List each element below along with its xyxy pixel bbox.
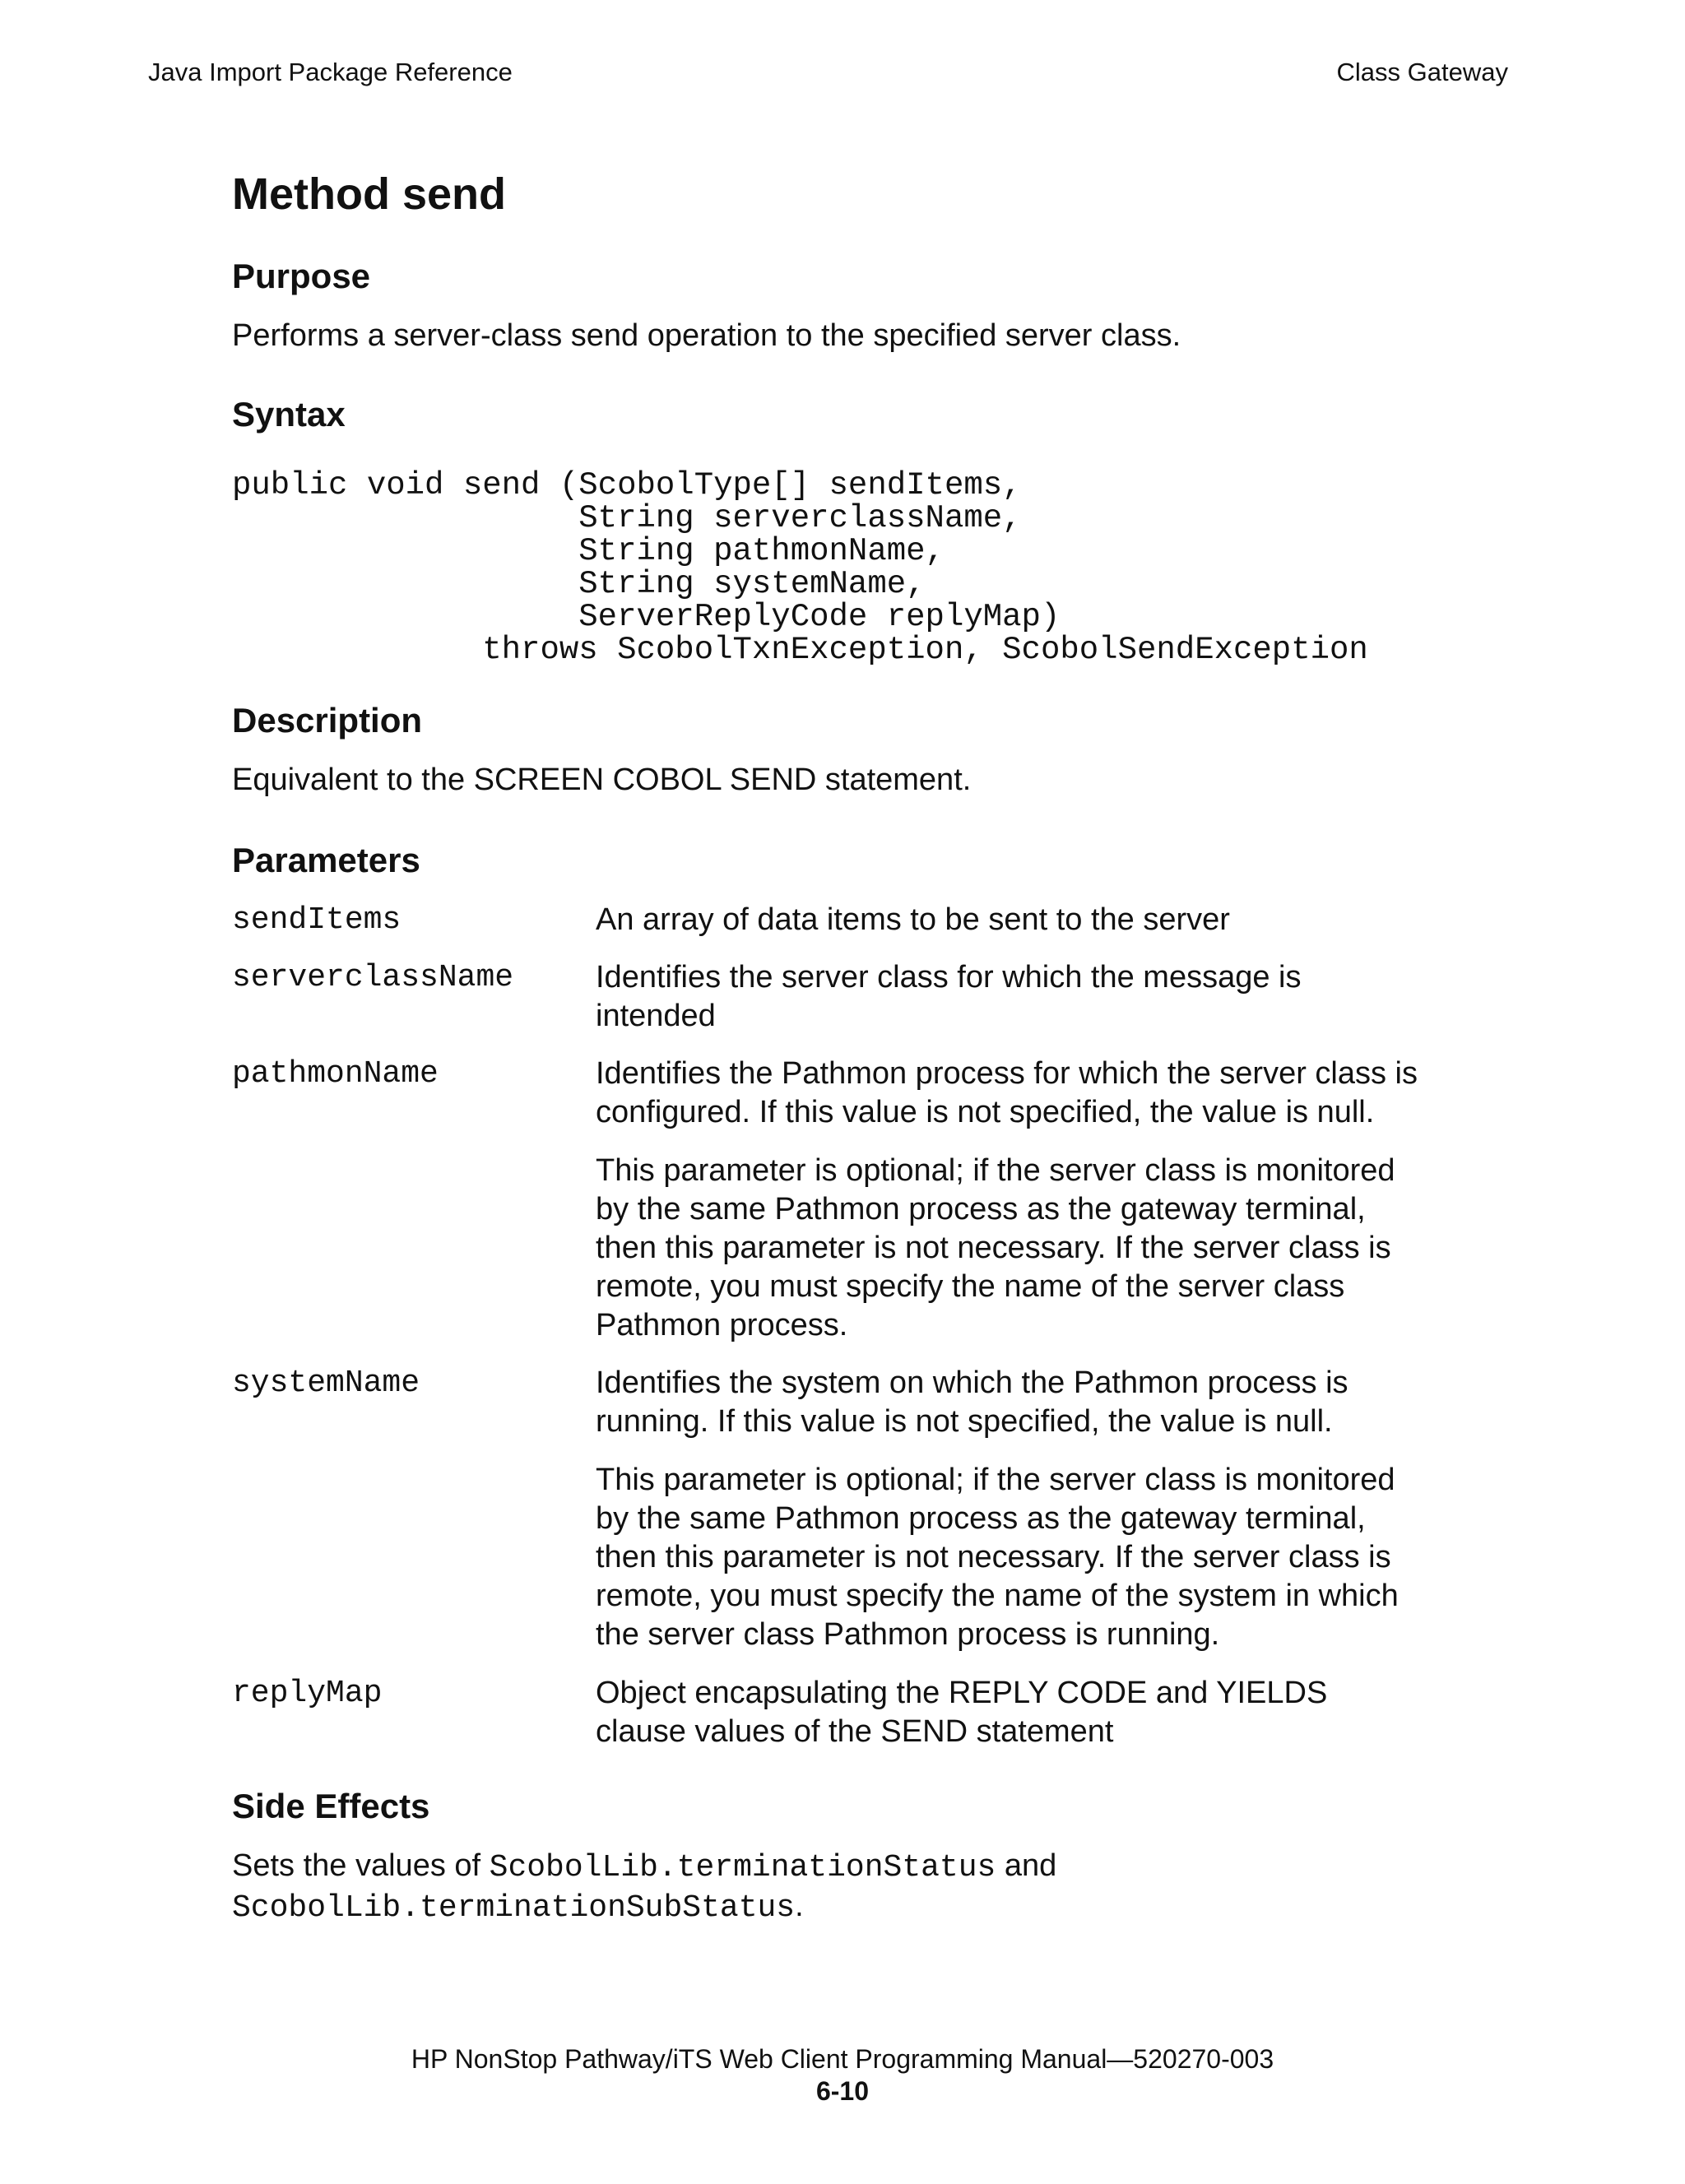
syntax-line: ServerReplyCode replyMap) <box>232 599 1061 635</box>
side-effects-prefix: Sets the values of <box>232 1848 490 1883</box>
header-right-text: Class Gateway <box>1336 58 1508 86</box>
param-desc-line: Object encapsulating the REPLY CODE and YIELDS <box>596 1676 1328 1710</box>
syntax-line: throws ScobolTxnException, ScobolSendException <box>232 632 1368 668</box>
side-effects-middle: and <box>996 1848 1057 1883</box>
side-effects-text <box>232 1847 1056 1927</box>
param-desc-pathmonname <box>596 1055 1476 1132</box>
header-left-text: Java Import Package Reference <box>148 58 513 86</box>
param-note-line: by the same Pathmon process as the gateway terminal, <box>596 1501 1366 1536</box>
param-note-line: by the same Pathmon process as the gateway terminal, <box>596 1192 1366 1226</box>
param-note-pathmonname <box>596 1152 1476 1345</box>
param-name-replymap: replyMap <box>232 1676 383 1711</box>
param-note-line: Pathmon process. <box>596 1308 848 1342</box>
syntax-line: public void send (ScobolType[] sendItems, <box>232 467 1022 503</box>
syntax-line: String pathmonName, <box>232 533 945 569</box>
param-desc-systemname <box>596 1364 1476 1441</box>
side-effects-suffix: . <box>795 1889 804 1923</box>
page-title: Method send <box>232 169 506 219</box>
purpose-text: Performs a server-class send operation to the specified server class. <box>232 318 1181 353</box>
description-heading: Description <box>232 701 423 740</box>
param-note-systemname <box>596 1461 1476 1654</box>
param-note-line: then this parameter is not necessary. If the server class is <box>596 1540 1391 1574</box>
purpose-heading: Purpose <box>232 257 371 295</box>
param-note-line: This parameter is optional; if the server class is monitored <box>596 1463 1395 1497</box>
param-desc-line: running. If this value is not specified, the value is null. <box>596 1404 1333 1439</box>
syntax-code-block <box>232 469 1368 666</box>
param-desc-replymap <box>596 1674 1476 1751</box>
param-desc-line: Identifies the server class for which the message is <box>596 960 1302 995</box>
param-desc-line: Identifies the system on which the Pathmon process is <box>596 1366 1348 1400</box>
param-name-systemname: systemName <box>232 1366 420 1401</box>
param-desc-line: clause values of the SEND statement <box>596 1714 1114 1749</box>
param-desc-line: Identifies the Pathmon process for which the server class is <box>596 1056 1418 1091</box>
termination-substatus-code: ScobolLib.terminationSubStatus <box>232 1890 796 1926</box>
param-name-senditems: sendItems <box>232 902 402 938</box>
termination-status-code: ScobolLib.terminationStatus <box>489 1850 996 1885</box>
param-desc-serverclassname <box>596 958 1476 1036</box>
syntax-heading: Syntax <box>232 395 346 434</box>
page-footer <box>0 2044 1685 2107</box>
param-desc-line: configured. If this value is not specified, the value is null. <box>596 1095 1375 1129</box>
syntax-line: String systemName, <box>232 566 926 602</box>
param-note-line: the server class Pathmon process is running. <box>596 1617 1220 1652</box>
footer-page-number: 6-10 <box>815 2076 870 2106</box>
parameters-heading: Parameters <box>232 841 420 879</box>
param-note-line: This parameter is optional; if the server class is monitored <box>596 1153 1395 1188</box>
side-effects-heading: Side Effects <box>232 1787 430 1825</box>
param-desc-line: intended <box>596 999 716 1033</box>
running-header <box>148 58 1508 90</box>
param-name-serverclassname: serverclassName <box>232 960 514 995</box>
param-note-line: remote, you must specify the name of the server class <box>596 1269 1345 1304</box>
param-desc-line: An array of data items to be sent to the server <box>596 902 1230 937</box>
param-name-pathmonname: pathmonName <box>232 1056 439 1092</box>
description-text: Equivalent to the SCREEN COBOL SEND statement. <box>232 763 972 797</box>
syntax-line: String serverclassName, <box>232 500 1022 536</box>
footer-manual-title: HP NonStop Pathway/iTS Web Client Programming Manual—520270-003 <box>411 2044 1274 2074</box>
param-note-line: then this parameter is not necessary. If the server class is <box>596 1231 1391 1265</box>
param-note-line: remote, you must specify the name of the system in which <box>596 1579 1399 1613</box>
param-desc-senditems <box>596 901 1476 939</box>
